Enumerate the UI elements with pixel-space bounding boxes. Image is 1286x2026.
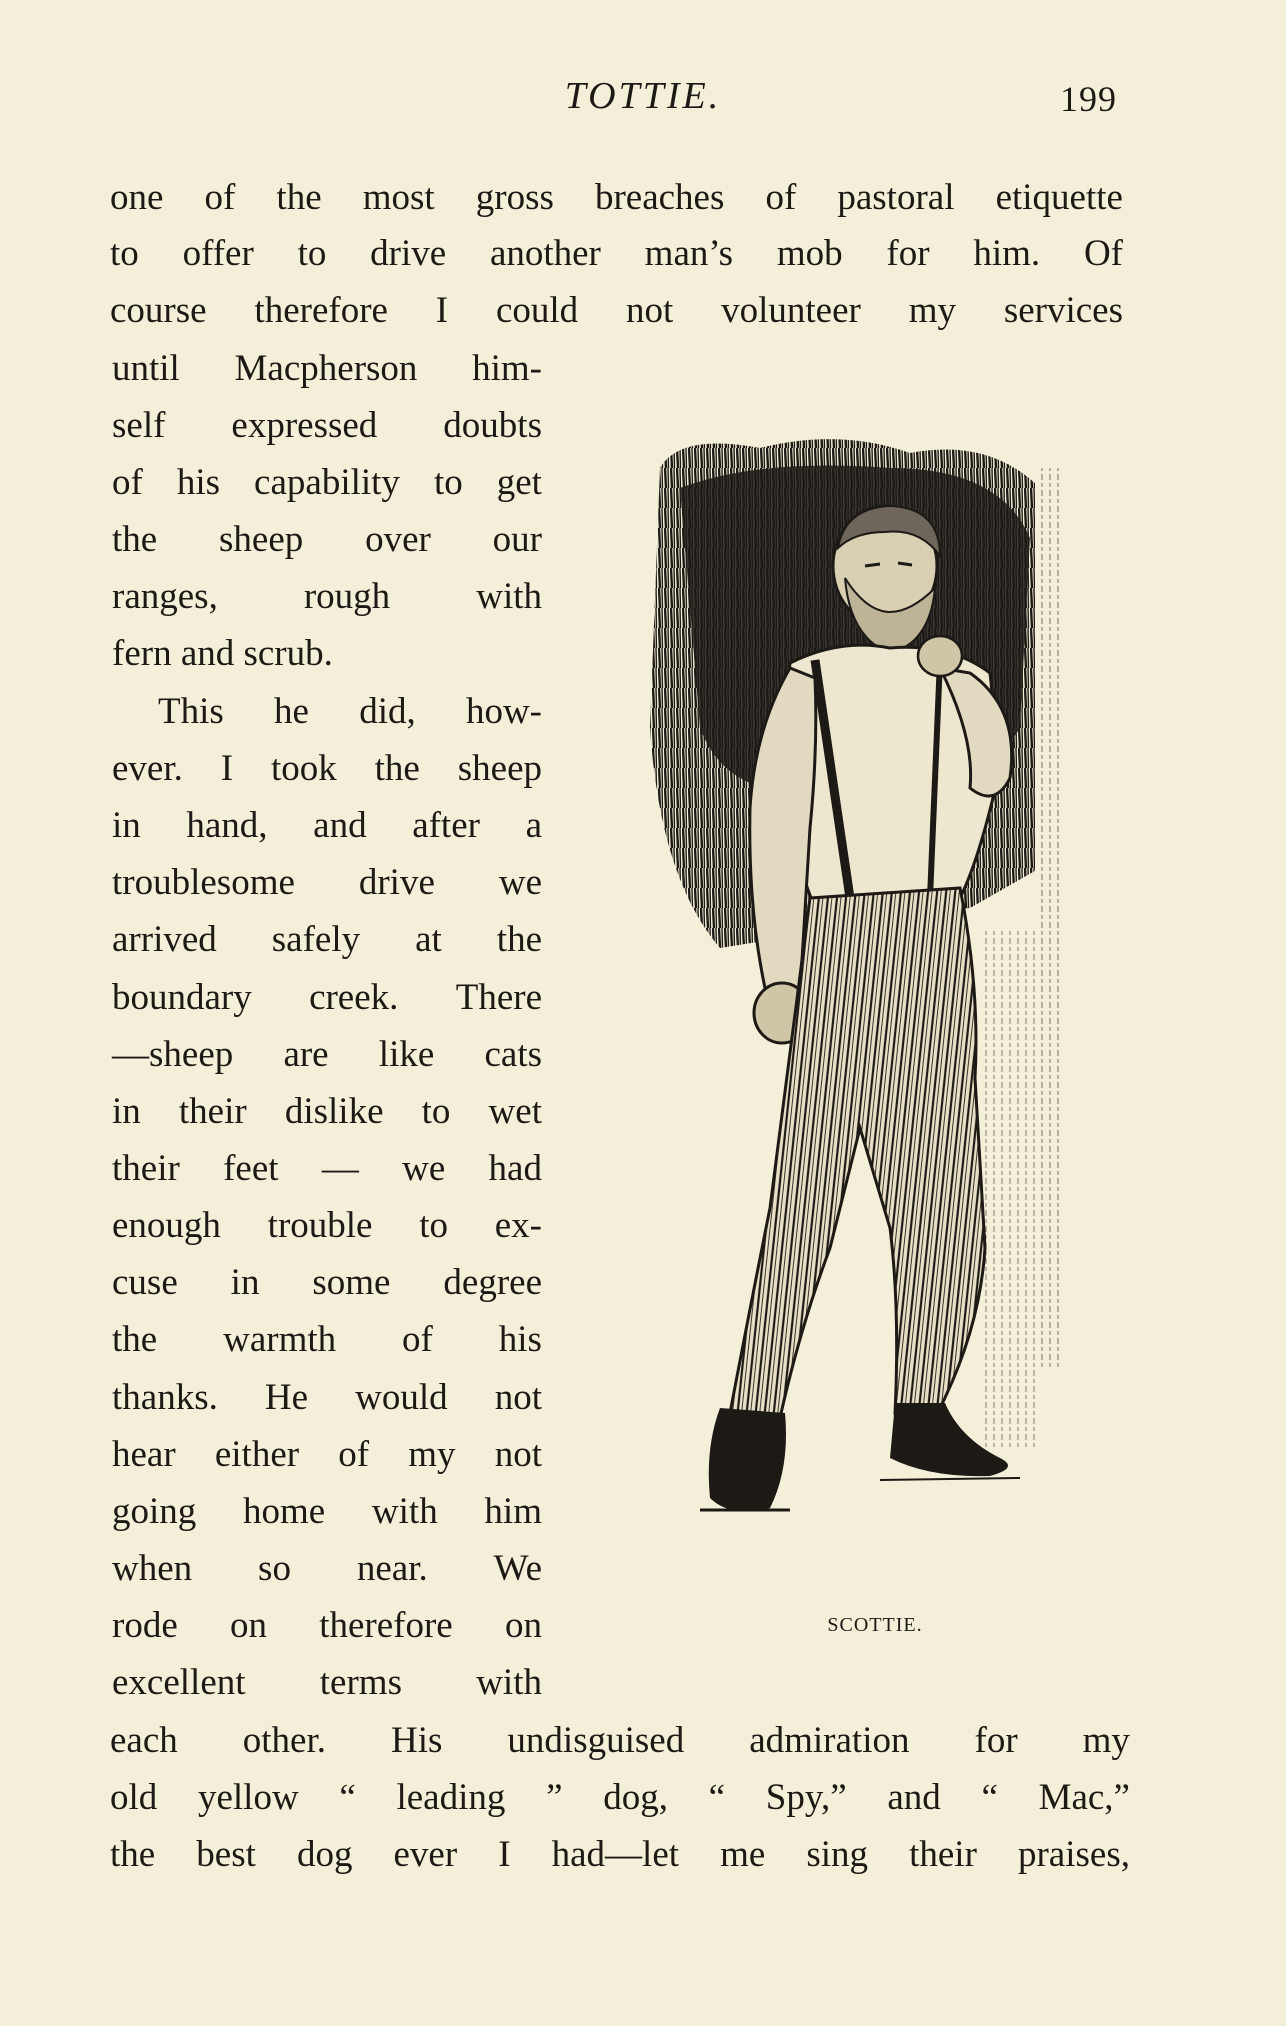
text-line	[112, 804, 542, 848]
word: to	[421, 1091, 451, 1132]
word: either	[214, 1434, 300, 1475]
text-line	[112, 861, 542, 905]
word: “	[708, 1777, 726, 1818]
word: we	[402, 1148, 446, 1189]
word: troublesome	[112, 862, 295, 903]
word: hand,	[186, 805, 268, 846]
word: Spy,”	[765, 1777, 847, 1818]
word: the	[276, 177, 322, 218]
word: did,	[359, 691, 416, 732]
text-line	[112, 1318, 542, 1362]
text-line	[112, 918, 542, 962]
word: safely	[271, 919, 361, 960]
word: terms	[319, 1662, 402, 1703]
word: services	[1003, 290, 1123, 331]
text-line	[110, 232, 1123, 276]
text-line	[112, 1261, 542, 1305]
word: thanks.	[112, 1377, 218, 1418]
word: praises,	[1017, 1834, 1130, 1875]
word: on	[504, 1605, 542, 1646]
word: my	[908, 290, 956, 331]
word: undisguised	[507, 1720, 685, 1761]
word: dog	[296, 1834, 353, 1875]
text-line: fern and scrub.	[112, 633, 333, 674]
word: most	[362, 177, 435, 218]
word: drive	[358, 862, 435, 903]
word: in	[112, 1091, 141, 1132]
word: of	[112, 462, 143, 503]
word: doubts	[443, 405, 542, 446]
text-line	[110, 1833, 1130, 1877]
running-title: TOTTIE.	[564, 75, 722, 117]
word: with	[476, 576, 542, 617]
word: I	[498, 1834, 511, 1875]
word: expressed	[231, 405, 378, 446]
word: I	[220, 748, 234, 789]
word: capability	[254, 462, 400, 503]
word: ever	[393, 1834, 458, 1875]
text-line	[110, 289, 1123, 333]
word: “	[981, 1777, 998, 1818]
word: feet	[223, 1148, 279, 1189]
word: their	[909, 1834, 977, 1875]
text-line	[112, 1604, 542, 1648]
word: cuse	[112, 1262, 178, 1303]
text-line	[112, 1376, 542, 1420]
text-line	[110, 176, 1123, 220]
word: of	[204, 177, 236, 218]
word: had	[488, 1148, 542, 1189]
word: old	[110, 1777, 158, 1818]
word: cats	[484, 1034, 542, 1075]
word: the	[112, 1319, 158, 1360]
word: in	[112, 805, 141, 846]
text-line	[112, 461, 542, 505]
word: like	[378, 1034, 435, 1075]
word: therefore	[254, 290, 388, 331]
word: rode	[112, 1605, 178, 1646]
word: my	[408, 1434, 456, 1475]
word: warmth	[223, 1319, 337, 1360]
word: him.	[973, 233, 1041, 274]
scottie-illustration	[640, 428, 1110, 1608]
word: after	[412, 805, 480, 846]
word: on	[229, 1605, 267, 1646]
page-number: 199	[1060, 79, 1117, 119]
word: to	[110, 233, 139, 274]
word: had—let	[551, 1834, 680, 1875]
word: sheep	[457, 748, 542, 789]
word: over	[365, 519, 431, 560]
word: their	[178, 1091, 247, 1132]
word: drive	[370, 233, 447, 274]
word: Mac,”	[1038, 1777, 1130, 1818]
word: arrived	[112, 919, 217, 960]
word: to	[419, 1205, 448, 1246]
word: ex-	[494, 1205, 542, 1246]
word: going	[112, 1491, 197, 1532]
text-line	[112, 575, 542, 619]
word: with	[476, 1662, 542, 1703]
word: yellow	[197, 1777, 299, 1818]
text-line	[112, 518, 542, 562]
word: excellent	[112, 1662, 246, 1703]
word: He	[264, 1377, 309, 1418]
word: creek.	[309, 977, 399, 1018]
word: their	[112, 1148, 180, 1189]
word: we	[498, 862, 542, 903]
text-line	[112, 1490, 542, 1534]
word: with	[371, 1491, 438, 1532]
word: gross	[475, 177, 554, 218]
word: course	[110, 290, 207, 331]
word: self	[112, 405, 166, 446]
word: the	[374, 748, 420, 789]
word: offer	[182, 233, 254, 274]
word: pastoral	[837, 177, 955, 218]
word: breaches	[594, 177, 725, 218]
word: man’s	[644, 233, 734, 274]
text-line	[112, 976, 542, 1020]
word: the	[112, 519, 158, 560]
word: one	[110, 177, 164, 218]
text-line	[112, 1204, 542, 1248]
word: the	[110, 1834, 156, 1875]
word: wet	[488, 1091, 542, 1132]
text-line	[110, 1776, 1130, 1820]
word: near.	[356, 1548, 428, 1589]
text-line	[158, 690, 542, 734]
word: for	[886, 233, 930, 274]
text-line	[110, 1719, 1130, 1763]
text-line	[112, 404, 542, 448]
word: how-	[465, 691, 542, 732]
text-line	[112, 1547, 542, 1591]
text-line	[112, 1090, 542, 1134]
word: enough	[112, 1205, 221, 1246]
word: ranges,	[112, 576, 218, 617]
word: best	[196, 1834, 256, 1875]
word: degree	[443, 1262, 542, 1303]
word: I	[435, 290, 449, 331]
word: ever.	[112, 748, 183, 789]
word: —sheep	[112, 1034, 234, 1075]
word: sing	[806, 1834, 869, 1875]
word: at	[415, 919, 442, 960]
text-line	[112, 1661, 542, 1705]
word: therefore	[319, 1605, 453, 1646]
word: to	[297, 233, 327, 274]
word: me	[720, 1834, 766, 1875]
word: etiquette	[995, 177, 1123, 218]
word: took	[270, 748, 337, 789]
word: another	[489, 233, 601, 274]
word: of	[765, 177, 797, 218]
word: and	[313, 805, 367, 846]
word: sheep	[219, 519, 304, 560]
word: dog,	[603, 1777, 668, 1818]
word: “	[339, 1777, 356, 1818]
word: trouble	[267, 1205, 373, 1246]
word: There	[455, 977, 542, 1018]
word: ”	[546, 1777, 563, 1818]
word: This	[158, 691, 224, 732]
word: so	[258, 1548, 291, 1589]
word: not	[494, 1434, 542, 1475]
word: each	[110, 1720, 178, 1761]
word: and	[887, 1777, 941, 1818]
word: —	[321, 1148, 359, 1189]
word: leading	[396, 1777, 506, 1818]
word: when	[112, 1548, 193, 1589]
word: of	[402, 1319, 433, 1360]
word: get	[496, 462, 542, 503]
word: We	[493, 1548, 542, 1589]
word: for	[974, 1720, 1018, 1761]
word: some	[312, 1262, 391, 1303]
word: Of	[1083, 233, 1123, 274]
word: my	[1082, 1720, 1130, 1761]
figure-caption: SCOTTIE.	[827, 1614, 923, 1636]
text-line	[112, 1033, 542, 1077]
word: volunteer	[721, 290, 861, 331]
word: he	[274, 691, 309, 732]
word: not	[494, 1377, 542, 1418]
word: boundary	[112, 977, 252, 1018]
word: his	[498, 1319, 542, 1360]
word: other.	[242, 1720, 327, 1761]
word: not	[626, 290, 674, 331]
word: mob	[776, 233, 843, 274]
word: of	[338, 1434, 370, 1475]
word: are	[283, 1034, 329, 1075]
word: dislike	[284, 1091, 384, 1132]
text-line	[112, 747, 542, 791]
word: Macpherson	[234, 348, 418, 389]
word: him-	[472, 348, 542, 389]
word: until	[112, 348, 180, 389]
word: a	[525, 805, 542, 846]
word: home	[243, 1491, 326, 1532]
text-line	[112, 347, 542, 391]
word: admiration	[749, 1720, 910, 1761]
word: His	[391, 1720, 443, 1761]
word: rough	[303, 576, 391, 617]
word: in	[230, 1262, 260, 1303]
word: could	[495, 290, 579, 331]
word: him	[484, 1491, 542, 1532]
word: the	[496, 919, 542, 960]
word: would	[355, 1377, 448, 1418]
text-line	[112, 1147, 542, 1191]
word: hear	[112, 1434, 176, 1475]
text-line	[112, 1433, 542, 1477]
word: his	[176, 462, 221, 503]
word: our	[492, 519, 542, 560]
word: to	[433, 462, 463, 503]
